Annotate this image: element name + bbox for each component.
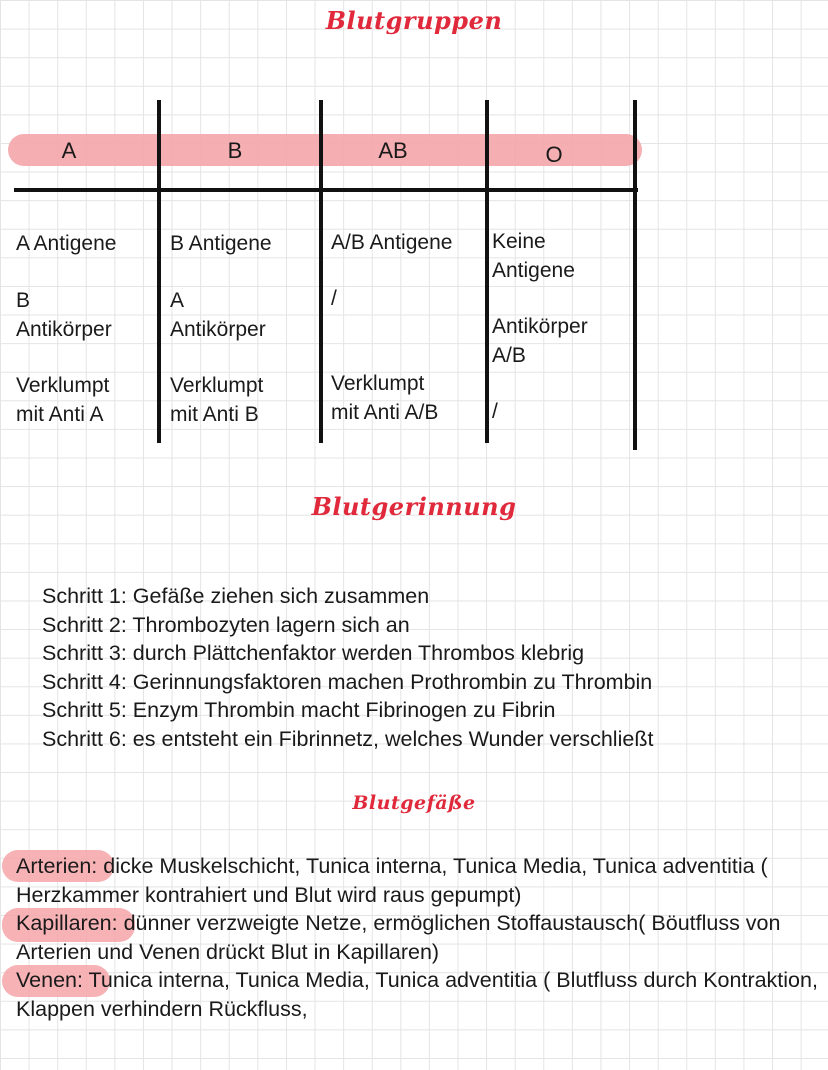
cell-o-agglutination: / bbox=[492, 400, 498, 423]
heading-blutgruppen: Blutgruppen bbox=[325, 6, 503, 35]
cell-b-agglutination: Verklumpt mit Anti B bbox=[170, 374, 264, 426]
cell-b-antibodies: A Antikörper bbox=[170, 289, 266, 341]
step-item: Schritt 2: Thrombozyten lagern sich an bbox=[42, 612, 410, 637]
coagulation-steps bbox=[42, 582, 653, 754]
vessel-term: Venen: bbox=[16, 968, 83, 993]
heading-blutgerinnung: Blutgerinnung bbox=[311, 492, 517, 521]
step-item: Schritt 1: Gefäße ziehen sich zusammen bbox=[42, 584, 430, 608]
cell-a-agglutination: Verklumpt mit Anti A bbox=[16, 374, 110, 426]
vessel-description: dünner verzweigte Netze, ermöglichen Stoffaustausch( Böutfluss von Arterien und Venen drückt Blut in Kapillaren) bbox=[16, 911, 781, 964]
vessel-kapillaren bbox=[16, 909, 821, 966]
table-divider bbox=[633, 100, 637, 450]
vessel-description: Tunica interna, Tunica Media, Tunica adventitia ( Blutfluss durch Kontraktion, Klappen verhindern Rückfluss, bbox=[16, 968, 818, 1021]
cell-b-antigens: B Antigene bbox=[170, 232, 272, 255]
column-header-o: O bbox=[545, 142, 563, 167]
vessels-section bbox=[16, 852, 821, 1024]
step-item: Schritt 6: es entsteht ein Fibrinnetz, welches Wunder verschließt bbox=[42, 726, 654, 751]
cell-o-antigens: Keine Antigene bbox=[492, 230, 575, 282]
vessel-arterien bbox=[16, 852, 821, 909]
vessel-term: Arterien: bbox=[16, 854, 98, 878]
column-header-ab: AB bbox=[378, 138, 408, 163]
vessel-term: Kapillaren: bbox=[16, 911, 118, 936]
heading-blutgefaesse: Blutgefäße bbox=[352, 792, 476, 814]
table-header-rule bbox=[14, 188, 638, 192]
table-divider bbox=[485, 100, 489, 443]
cell-ab-agglutination: Verklumpt mit Anti A/B bbox=[331, 372, 439, 424]
step-item: Schritt 4: Gerinnungsfaktoren machen Prothrombin zu Thrombin bbox=[42, 669, 653, 694]
table-divider bbox=[319, 100, 323, 443]
step-item: Schritt 3: durch Plättchenfaktor werden Thrombos klebrig bbox=[42, 641, 585, 666]
column-header-b: B bbox=[227, 138, 243, 163]
table-divider bbox=[157, 100, 161, 443]
cell-a-antigens: A Antigene bbox=[16, 232, 117, 255]
cell-a-antibodies: B Antikörper bbox=[16, 289, 112, 341]
vessel-description: dicke Muskelschicht, Tunica interna, Tunica Media, Tunica adventitia ( Herzkammer kontrahiert und Blut wird raus gepumpt) bbox=[16, 854, 768, 907]
cell-o-antibodies: Antikörper A/B bbox=[492, 315, 588, 367]
column-header-a: A bbox=[61, 138, 77, 163]
cell-ab-antigens: A/B Antigene bbox=[331, 231, 453, 254]
step-item: Schritt 5: Enzym Thrombin macht Fibrinogen zu Fibrin bbox=[42, 698, 556, 723]
vessel-venen bbox=[16, 966, 821, 1023]
cell-ab-antibodies: / bbox=[331, 287, 337, 310]
